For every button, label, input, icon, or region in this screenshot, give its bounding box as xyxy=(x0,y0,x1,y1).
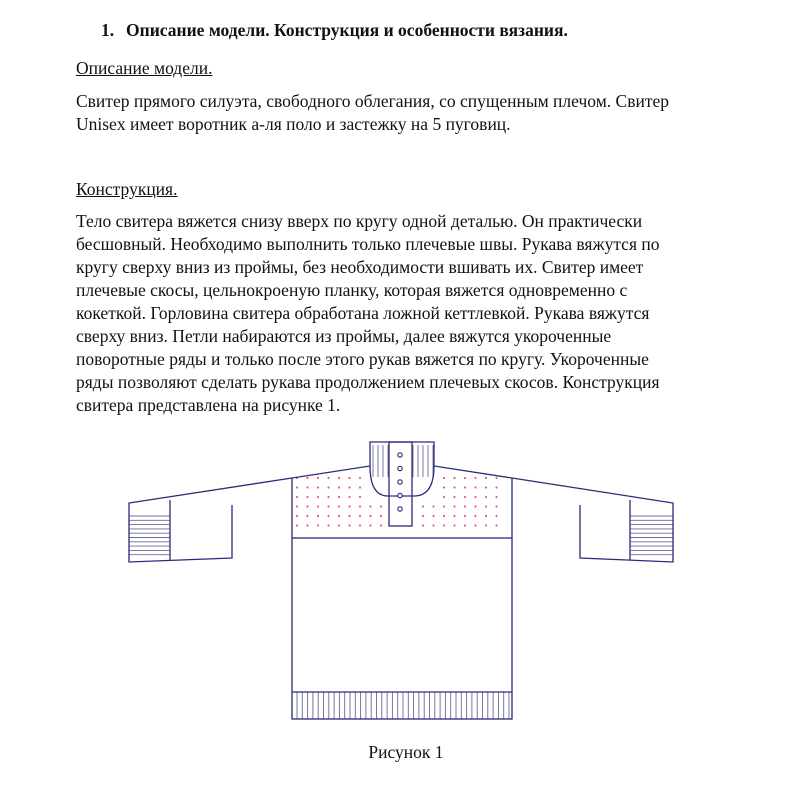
yoke-dot xyxy=(327,496,329,498)
yoke-dot xyxy=(317,486,319,488)
construction-line: плечевые скосы, цельнокроеную планку, которая вяжется одновременно с xyxy=(76,280,628,300)
yoke-dot xyxy=(432,515,434,517)
yoke-dot xyxy=(369,515,371,517)
collar-ribbing xyxy=(373,445,433,477)
yoke-dot xyxy=(296,524,298,526)
yoke-dot xyxy=(348,477,350,479)
hem-ribbing xyxy=(297,692,509,719)
construction-line: кокеткой. Горловина свитера обработана ложной кеттлевкой. Рукава вяжутся xyxy=(76,303,650,323)
yoke-dot xyxy=(296,515,298,517)
yoke-dot xyxy=(296,505,298,507)
construction-line: Тело свитера вяжется снизу вверх по кругу одной деталью. Он практически xyxy=(76,211,643,231)
yoke-dot xyxy=(359,524,361,526)
button-icon xyxy=(398,466,402,470)
yoke-dot xyxy=(443,515,445,517)
yoke-dot xyxy=(380,505,382,507)
yoke-dot xyxy=(443,496,445,498)
yoke-dot xyxy=(474,515,476,517)
button-icon xyxy=(398,493,402,497)
yoke-dot xyxy=(327,486,329,488)
yoke-dot xyxy=(317,477,319,479)
yoke-dot xyxy=(453,505,455,507)
yoke-dot xyxy=(453,524,455,526)
yoke-dot xyxy=(369,524,371,526)
yoke-dot xyxy=(338,477,340,479)
yoke-dot xyxy=(359,477,361,479)
yoke-dot xyxy=(453,496,455,498)
yoke-dot xyxy=(485,515,487,517)
button-icon xyxy=(398,453,402,457)
yoke-dot xyxy=(359,486,361,488)
yoke-dot xyxy=(432,505,434,507)
yoke-dot xyxy=(464,524,466,526)
yoke-dot xyxy=(474,486,476,488)
yoke-dot xyxy=(485,496,487,498)
yoke-dot xyxy=(348,486,350,488)
yoke-dot xyxy=(474,505,476,507)
yoke-dot xyxy=(348,515,350,517)
yoke-dot xyxy=(306,515,308,517)
yoke-dot xyxy=(464,496,466,498)
yoke-dot xyxy=(443,524,445,526)
yoke-dot xyxy=(359,515,361,517)
yoke-dot xyxy=(474,496,476,498)
yoke-dot xyxy=(369,505,371,507)
yoke-dot xyxy=(348,524,350,526)
yoke-dot xyxy=(380,515,382,517)
yoke-dot xyxy=(495,496,497,498)
yoke-dot xyxy=(464,515,466,517)
yoke-dot xyxy=(380,524,382,526)
yoke-dot xyxy=(453,486,455,488)
yoke-dot xyxy=(338,505,340,507)
section-number: 1. xyxy=(101,20,115,40)
yoke-dot xyxy=(348,505,350,507)
yoke-dot xyxy=(495,515,497,517)
button-icon xyxy=(398,480,402,484)
yoke-dot xyxy=(464,486,466,488)
construction-line: кругу сверху вниз из проймы, без необходимости вшивать их. Свитер имеет xyxy=(76,257,644,277)
section-title: Описание модели. Конструкция и особенности вязания. xyxy=(126,20,568,40)
yoke-dot xyxy=(348,496,350,498)
yoke-dot xyxy=(327,515,329,517)
yoke-dot xyxy=(296,486,298,488)
yoke-dot xyxy=(464,477,466,479)
yoke-dot xyxy=(422,505,424,507)
yoke-dot xyxy=(495,477,497,479)
yoke-dot xyxy=(443,477,445,479)
yoke-dot xyxy=(317,524,319,526)
yoke-dot xyxy=(422,524,424,526)
construction-line: бесшовный. Необходимо выполнить только плечевые швы. Рукава вяжутся по xyxy=(76,234,660,254)
yoke-dot xyxy=(443,505,445,507)
description-line: Свитер прямого силуэта, свободного облегания, со спущенным плечом. Свитер xyxy=(76,91,669,111)
description-heading: Описание модели. xyxy=(76,58,213,78)
yoke-dot xyxy=(453,515,455,517)
yoke-dot xyxy=(359,496,361,498)
construction-line: ряды позволяют сделать рукава продолжением плечевых скосов. Конструкция xyxy=(76,372,660,392)
yoke-dot xyxy=(485,524,487,526)
yoke-dot xyxy=(474,477,476,479)
yoke-dot xyxy=(296,496,298,498)
yoke-dot xyxy=(443,486,445,488)
yoke-dot-pattern xyxy=(296,477,498,527)
yoke-dot xyxy=(327,477,329,479)
yoke-dot xyxy=(306,477,308,479)
yoke-dot xyxy=(464,505,466,507)
yoke-dot xyxy=(485,505,487,507)
yoke-dot xyxy=(453,477,455,479)
yoke-dot xyxy=(432,524,434,526)
description-line: Unisex имеет воротник а-ля поло и застежку на 5 пуговиц. xyxy=(76,114,511,134)
yoke-dot xyxy=(422,515,424,517)
right-cuff-ribbing xyxy=(630,516,673,555)
yoke-dot xyxy=(359,505,361,507)
yoke-dot xyxy=(495,524,497,526)
yoke-dot xyxy=(327,524,329,526)
yoke-dot xyxy=(317,505,319,507)
yoke-dot xyxy=(338,486,340,488)
construction-line: поворотные ряды и только после этого рукав вяжется по кругу. Укороченные xyxy=(76,349,649,369)
yoke-dot xyxy=(338,524,340,526)
yoke-dot xyxy=(338,496,340,498)
yoke-dot xyxy=(317,496,319,498)
yoke-dot xyxy=(306,486,308,488)
figure-caption: Рисунок 1 xyxy=(368,742,444,762)
left-cuff-ribbing xyxy=(129,516,170,555)
yoke-dot xyxy=(317,515,319,517)
construction-heading: Конструкция. xyxy=(76,179,178,199)
yoke-dot xyxy=(485,477,487,479)
yoke-dot xyxy=(327,505,329,507)
yoke-dot xyxy=(306,496,308,498)
yoke-dot xyxy=(306,505,308,507)
construction-line: свитера представлена на рисунке 1. xyxy=(76,395,341,415)
button-placket xyxy=(398,453,402,511)
yoke-dot xyxy=(474,524,476,526)
yoke-dot xyxy=(495,486,497,488)
construction-line: сверху вниз. Петли набираются из проймы, далее вяжутся укороченные xyxy=(76,326,612,346)
yoke-dot xyxy=(306,524,308,526)
yoke-dot xyxy=(485,486,487,488)
yoke-dot xyxy=(495,505,497,507)
button-icon xyxy=(398,507,402,511)
yoke-dot xyxy=(338,515,340,517)
